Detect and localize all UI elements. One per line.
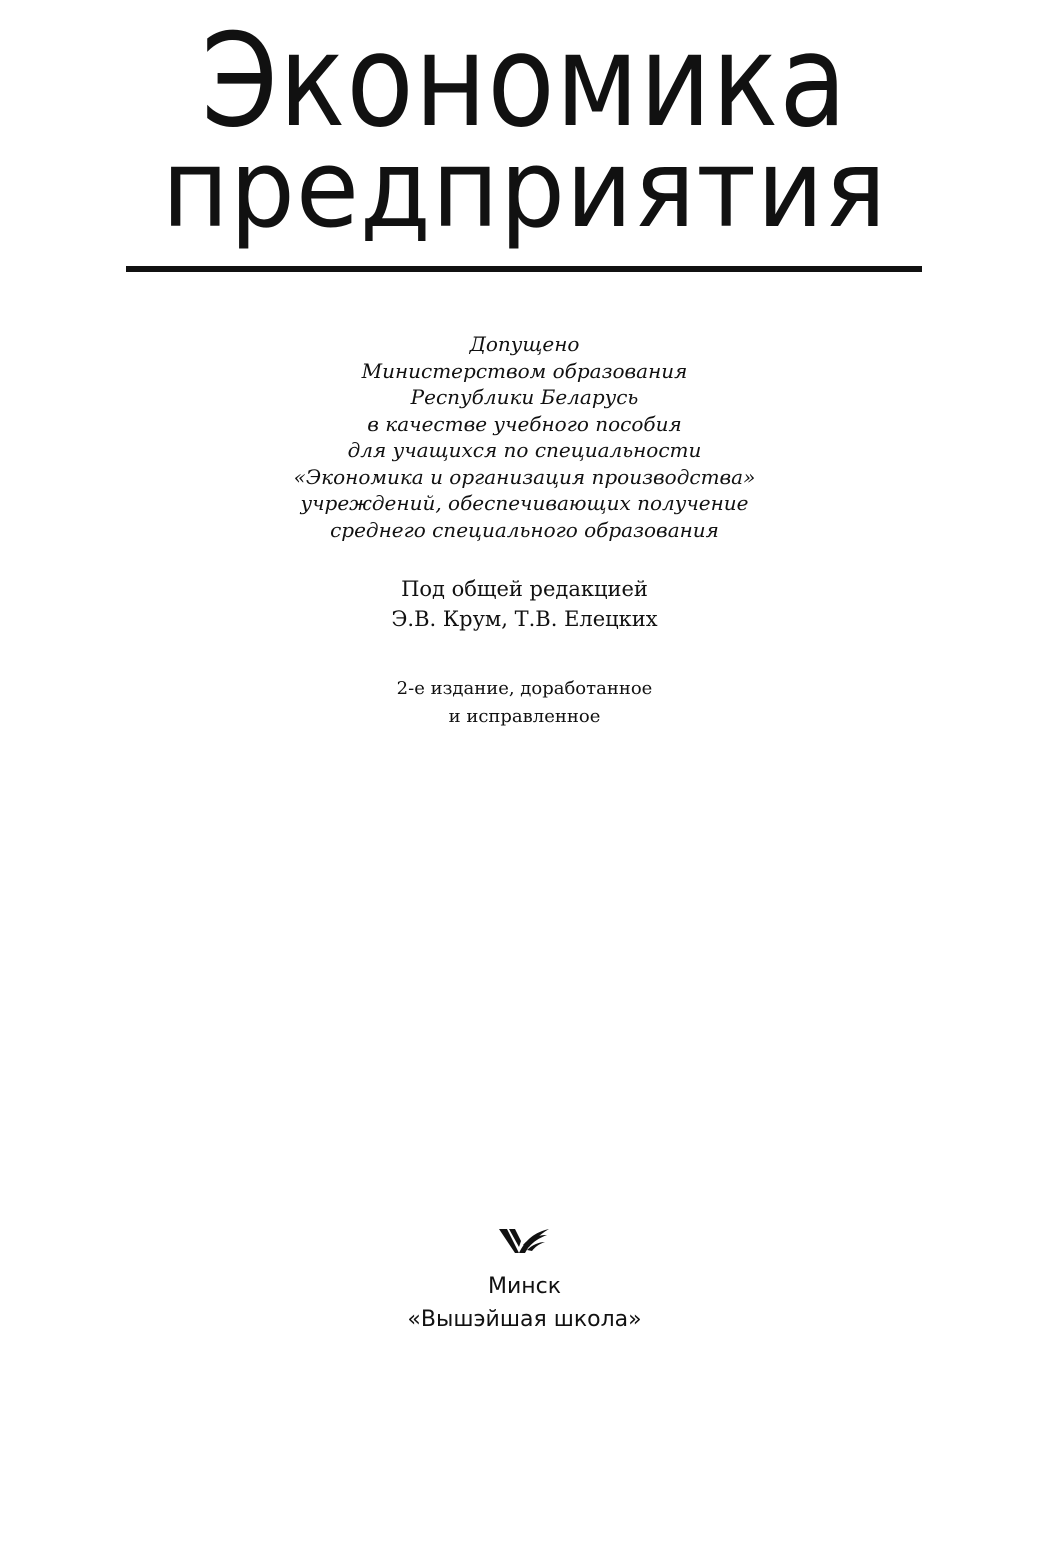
approval-line: среднего специального образования (330, 517, 719, 542)
book-title-line-2: предприятия (161, 127, 888, 252)
publisher-imprint (0, 1270, 1049, 1336)
approval-line: Республики Беларусь (410, 385, 639, 409)
publisher-logo-icon (497, 1226, 551, 1256)
title-divider (126, 266, 922, 272)
book-title-line-1: Экономика (201, 7, 848, 156)
edition-line-1: 2-е издание, доработанное (396, 678, 653, 699)
edition-line-2: и исправленное (448, 706, 601, 727)
approval-line: для учащихся по специальности (347, 438, 702, 462)
publisher-name: «Вышэйшая школа» (407, 1307, 642, 1332)
publisher-city: Минск (487, 1274, 562, 1299)
approval-statement (0, 331, 1049, 543)
editors-block (0, 574, 1049, 634)
approval-line: в качестве учебного пособия (367, 411, 682, 436)
edition-block (0, 675, 1049, 731)
editors-label: Под общей редакцией (401, 577, 648, 601)
approval-line: «Экономика и организация производства» (293, 464, 756, 489)
approval-line: Министерством образования (361, 358, 688, 383)
approval-line: учреждений, обеспечивающих получение (300, 491, 749, 515)
approval-line: Допущено (469, 332, 580, 356)
editors-names: Э.В. Крум, Т.В. Елецких (391, 607, 658, 631)
